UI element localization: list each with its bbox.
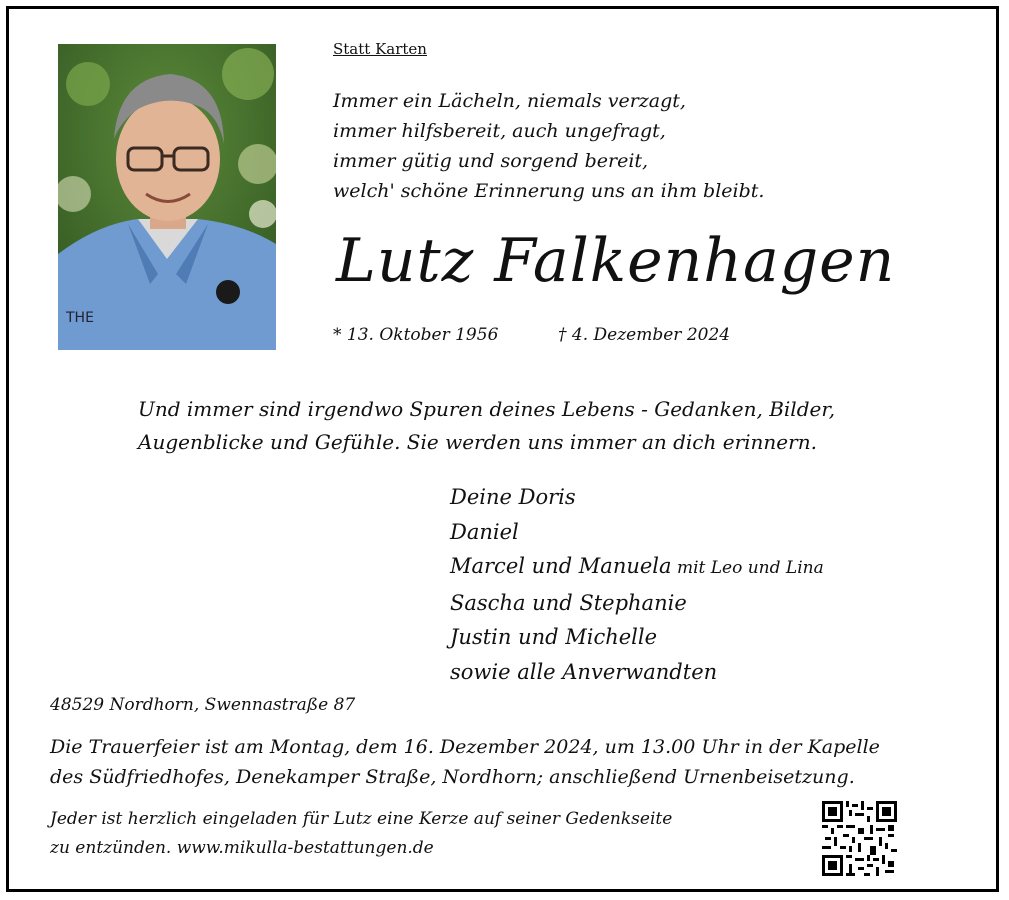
deceased-name: Lutz Falkenhagen [336, 226, 896, 296]
poem-line: immer gütig und sorgend bereit, [333, 150, 649, 172]
website-link[interactable]: www.mikulla-bestattungen.de [176, 838, 434, 858]
death-date: † 4. Dezember 2024 [558, 325, 731, 345]
poem-line: welch' schöne Erinnerung uns an ihm bleibt. [333, 180, 765, 202]
poem-line: Immer ein Lächeln, niemals verzagt, [333, 90, 686, 112]
memorial-quote [138, 393, 835, 459]
poem-line: immer hilfsbereit, auch ungefragt, [333, 120, 666, 142]
family-line: sowie alle Anverwandten [450, 659, 718, 684]
invite-line: Jeder ist herzlich eingeladen für Lutz eine Kerze auf seiner Gedenkseite [50, 809, 673, 829]
family-line: Justin und Michelle [450, 625, 658, 649]
funeral-details [50, 732, 880, 792]
quote-line: Augenblicke und Gefühle. Sie werden uns immer an dich erinnern. [138, 430, 817, 454]
family-line: Deine Doris [450, 485, 576, 509]
qr-code[interactable] [822, 801, 897, 876]
candle-invitation [50, 805, 672, 863]
family-list [450, 480, 824, 689]
funeral-line: des Südfriedhofes, Denekamper Straße, Nordhorn; anschließend Urnenbeisetzung. [50, 766, 855, 788]
family-line-main: Marcel und Manuela [450, 554, 672, 578]
family-line: Daniel [450, 519, 519, 544]
portrait-photo [58, 44, 276, 350]
invite-line [50, 834, 672, 863]
birth-date: * 13. Oktober 1956 [333, 325, 499, 345]
quote-line: Und immer sind irgendwo Spuren deines Lebens - Gedanken, Bilder, [138, 397, 836, 421]
family-line [450, 549, 824, 586]
invite-prefix: zu entzünden. [50, 838, 177, 858]
address: 48529 Nordhorn, Swennastraße 87 [50, 695, 356, 715]
family-line: Sascha und Stephanie [450, 590, 687, 615]
family-line-small: mit Leo und Lina [671, 558, 824, 578]
funeral-line: Die Trauerfeier ist am Montag, dem 16. Dezember 2024, um 13.00 Uhr in der Kapelle [50, 736, 880, 758]
poem [333, 86, 764, 206]
statt-karten-label: Statt Karten [333, 40, 427, 58]
shirt-print-text: THE [66, 310, 94, 326]
